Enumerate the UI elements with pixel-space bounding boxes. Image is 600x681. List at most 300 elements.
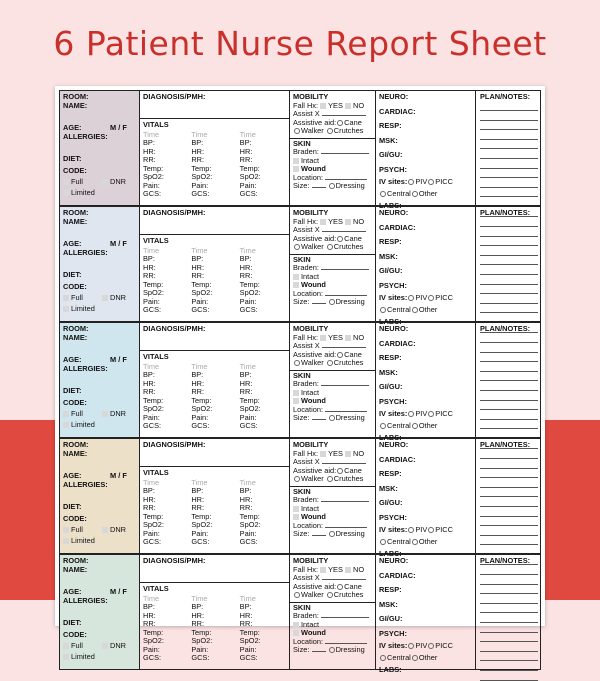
crutches-label: Crutches xyxy=(333,474,364,484)
pain-label: Pain: xyxy=(143,528,160,538)
diagnosis-label: DIAGNOSIS/PMH: xyxy=(143,556,206,565)
neuro-label: NEURO: xyxy=(379,440,409,449)
psych-label: PSYCH: xyxy=(379,164,407,174)
vitals-label: VITALS xyxy=(143,584,169,593)
dressing-radio[interactable] xyxy=(329,299,335,305)
plan-notes-label: PLAN/NOTES: xyxy=(480,556,531,565)
fall-no-checkbox[interactable] xyxy=(345,335,351,341)
walker-radio[interactable] xyxy=(294,476,300,482)
assistive-aid-label: Assistive aid: xyxy=(293,349,337,359)
yes-label: YES xyxy=(328,216,343,226)
rr-label: RR: xyxy=(143,271,156,281)
vitals-label: VITALS xyxy=(143,120,169,129)
gcs-label: GCS: xyxy=(143,421,162,431)
resp-label: RESP: xyxy=(379,469,402,479)
picc-label: PICC xyxy=(435,177,453,187)
walker-label: Walker xyxy=(301,242,324,252)
piv-radio[interactable] xyxy=(408,295,414,301)
central-radio[interactable] xyxy=(380,307,386,313)
cane-label: Cane xyxy=(344,117,362,127)
intact-checkbox[interactable] xyxy=(293,390,299,396)
neuro-label: NEURO: xyxy=(379,324,409,333)
mobility-skin-column xyxy=(290,91,376,205)
intact-label: Intact xyxy=(301,271,320,281)
cane-radio[interactable] xyxy=(337,468,343,474)
neuro-label: NEURO: xyxy=(379,556,409,565)
limited-label: Limited xyxy=(71,419,95,429)
walker-label: Walker xyxy=(301,474,324,484)
central-label: Central xyxy=(387,188,411,198)
sex-label: M / F xyxy=(110,239,127,249)
spo2-label: SpO2: xyxy=(191,636,213,646)
limited-label: Limited xyxy=(71,651,95,661)
vitals-label: VITALS xyxy=(143,236,169,245)
piv-radio[interactable] xyxy=(408,527,414,533)
other-radio[interactable] xyxy=(412,307,418,313)
fall-no-checkbox[interactable] xyxy=(345,103,351,109)
limited-checkbox[interactable] xyxy=(63,654,69,660)
limited-checkbox[interactable] xyxy=(63,306,69,312)
vitals-grid xyxy=(143,479,286,547)
diagnosis-field[interactable] xyxy=(140,91,289,119)
crutches-label: Crutches xyxy=(333,242,364,252)
code-label: CODE: xyxy=(63,513,87,523)
cane-label: Cane xyxy=(344,233,362,243)
gcs-label: GCS: xyxy=(239,305,258,315)
neuro-label: NEURO: xyxy=(379,92,409,101)
plan-notes-column xyxy=(476,207,542,321)
hr-label: HR: xyxy=(239,610,253,620)
intact-checkbox[interactable] xyxy=(293,506,299,512)
cane-radio[interactable] xyxy=(337,584,343,590)
skin-label: SKIN xyxy=(293,486,311,496)
rr-label: RR: xyxy=(191,503,205,513)
other-radio[interactable] xyxy=(412,191,418,197)
assistive-aid-label: Assistive aid: xyxy=(293,465,337,475)
wound-checkbox[interactable] xyxy=(293,282,299,288)
dnr-checkbox[interactable] xyxy=(102,295,108,301)
resp-label: RESP: xyxy=(379,585,402,595)
diagnosis-label: DIAGNOSIS/PMH: xyxy=(143,208,206,217)
mobility-skin-column xyxy=(290,323,376,437)
rr-label: RR: xyxy=(143,619,156,629)
gigu-label: GI/GU: xyxy=(379,614,403,624)
bp-label: BP: xyxy=(143,254,155,264)
no-label: NO xyxy=(352,216,365,226)
intact-label: Intact xyxy=(301,619,320,629)
sex-label: M / F xyxy=(110,587,127,597)
wound-checkbox[interactable] xyxy=(293,398,299,404)
walker-label: Walker xyxy=(301,590,324,600)
bp-label: BP: xyxy=(239,254,252,264)
limited-checkbox[interactable] xyxy=(63,190,69,196)
diagnosis-field[interactable] xyxy=(140,207,289,235)
crutches-radio[interactable] xyxy=(327,360,333,366)
piv-label: PIV xyxy=(415,293,428,303)
size-label: Size: xyxy=(293,297,310,307)
psych-label: PSYCH: xyxy=(379,280,407,290)
bp-label: BP: xyxy=(191,370,204,380)
picc-radio[interactable] xyxy=(428,295,434,301)
hr-label: HR: xyxy=(143,610,156,620)
hr-label: HR: xyxy=(239,262,253,272)
crutches-radio[interactable] xyxy=(327,244,333,250)
other-radio[interactable] xyxy=(412,539,418,545)
diagnosis-field[interactable] xyxy=(140,439,289,467)
picc-radio[interactable] xyxy=(428,179,434,185)
skin-label: SKIN xyxy=(293,138,311,148)
gcs-label: GCS: xyxy=(143,305,162,315)
spo2-label: SpO2: xyxy=(239,636,261,646)
limited-checkbox[interactable] xyxy=(63,538,69,544)
other-radio[interactable] xyxy=(412,423,418,429)
central-radio[interactable] xyxy=(380,423,386,429)
crutches-radio[interactable] xyxy=(327,592,333,598)
pain-label: Pain: xyxy=(239,528,257,538)
gcs-label: GCS: xyxy=(191,537,210,547)
gcs-label: GCS: xyxy=(191,305,210,315)
diagnosis-vitals-column xyxy=(140,439,290,553)
full-label: Full xyxy=(71,177,83,187)
plan-notes-label: PLAN/NOTES: xyxy=(480,440,531,449)
patient-row xyxy=(59,438,541,559)
walker-label: Walker xyxy=(301,126,324,136)
dressing-label: Dressing xyxy=(335,181,365,191)
other-label: Other xyxy=(418,652,438,662)
cardiac-label: CARDIAC: xyxy=(379,570,416,580)
pain-label: Pain: xyxy=(143,296,160,306)
bp-label: BP: xyxy=(239,138,252,148)
diagnosis-vitals-column xyxy=(140,91,290,205)
hr-label: HR: xyxy=(143,146,156,156)
pain-label: Pain: xyxy=(239,644,257,654)
fall-yes-checkbox[interactable] xyxy=(320,103,326,109)
temp-label: Temp: xyxy=(191,511,212,521)
name-label: NAME: xyxy=(63,564,88,574)
yes-label: YES xyxy=(328,448,343,458)
room-label: ROOM: xyxy=(63,324,89,333)
report-sheet xyxy=(55,86,545,675)
diet-label: DIET: xyxy=(63,386,82,396)
gigu-label: GI/GU: xyxy=(379,498,403,508)
spo2-label: SpO2: xyxy=(143,404,164,414)
sex-label: M / F xyxy=(110,123,127,133)
vitals-grid xyxy=(143,595,286,663)
patient-row xyxy=(59,554,541,675)
full-label: Full xyxy=(71,641,83,651)
diagnosis-field[interactable] xyxy=(140,323,289,351)
spo2-label: SpO2: xyxy=(143,288,164,298)
age-label: AGE: xyxy=(63,587,82,597)
dnr-label: DNR xyxy=(110,177,127,187)
age-label: AGE: xyxy=(63,239,82,249)
piv-radio[interactable] xyxy=(408,411,414,417)
location-label: Location: xyxy=(293,172,323,182)
pain-label: Pain: xyxy=(191,296,209,306)
plan-notes-label: PLAN/NOTES: xyxy=(480,208,531,217)
diagnosis-vitals-column xyxy=(140,323,290,437)
central-label: Central xyxy=(387,420,411,430)
iv-sites-label: IV sites: xyxy=(379,641,408,651)
psych-label: PSYCH: xyxy=(379,512,407,522)
temp-label: Temp: xyxy=(191,279,212,289)
location-label: Location: xyxy=(293,520,323,530)
labs-label: LABS: xyxy=(379,201,402,211)
rr-label: RR: xyxy=(191,387,205,397)
msk-label: MSK: xyxy=(379,135,398,145)
intact-label: Intact xyxy=(301,155,320,165)
crutches-radio[interactable] xyxy=(327,476,333,482)
wound-label: Wound xyxy=(301,164,326,174)
iv-sites-label: IV sites: xyxy=(379,293,408,303)
fall-yes-checkbox[interactable] xyxy=(320,451,326,457)
crutches-label: Crutches xyxy=(333,590,364,600)
wound-checkbox[interactable] xyxy=(293,514,299,520)
allergies-label: ALLERGIES: xyxy=(63,479,108,489)
fall-yes-checkbox[interactable] xyxy=(320,335,326,341)
picc-radio[interactable] xyxy=(428,643,434,649)
name-label: NAME: xyxy=(63,216,88,226)
bp-label: BP: xyxy=(239,370,252,380)
braden-label: Braden: xyxy=(293,379,319,389)
mobility-label: MOBILITY xyxy=(293,324,329,333)
rr-label: RR: xyxy=(239,155,253,165)
spo2-label: SpO2: xyxy=(143,636,164,646)
fall-no-checkbox[interactable] xyxy=(345,567,351,573)
fall-no-checkbox[interactable] xyxy=(345,451,351,457)
skin-label: SKIN xyxy=(293,254,311,264)
assist-x-label: Assist X xyxy=(293,341,320,351)
cane-radio[interactable] xyxy=(337,236,343,242)
temp-label: Temp: xyxy=(191,163,212,173)
patient-row xyxy=(59,322,541,443)
intact-checkbox[interactable] xyxy=(293,158,299,164)
walker-label: Walker xyxy=(301,358,324,368)
pain-label: Pain: xyxy=(191,412,209,422)
assist-x-label: Assist X xyxy=(293,225,320,235)
crutches-label: Crutches xyxy=(333,358,364,368)
other-label: Other xyxy=(418,536,438,546)
no-label: NO xyxy=(352,448,365,458)
dressing-label: Dressing xyxy=(335,529,365,539)
limited-label: Limited xyxy=(71,535,95,545)
full-checkbox[interactable] xyxy=(63,527,69,533)
cardiac-label: CARDIAC: xyxy=(379,222,416,232)
rr-label: RR: xyxy=(239,619,253,629)
time-label: Time xyxy=(191,361,208,371)
dnr-checkbox[interactable] xyxy=(102,179,108,185)
mobility-skin-column xyxy=(290,207,376,321)
cardiac-label: CARDIAC: xyxy=(379,454,416,464)
central-label: Central xyxy=(387,536,411,546)
code-label: CODE: xyxy=(63,281,87,291)
patient-row xyxy=(59,206,541,327)
systems-column xyxy=(376,91,476,211)
systems-column xyxy=(376,207,476,327)
location-label: Location: xyxy=(293,288,323,298)
cane-radio[interactable] xyxy=(337,352,343,358)
spo2-label: SpO2: xyxy=(191,172,213,182)
temp-label: Temp: xyxy=(239,163,260,173)
piv-label: PIV xyxy=(415,409,428,419)
central-radio[interactable] xyxy=(380,655,386,661)
bp-label: BP: xyxy=(191,602,204,612)
intact-label: Intact xyxy=(301,503,320,513)
full-checkbox[interactable] xyxy=(63,179,69,185)
temp-label: Temp: xyxy=(143,279,164,289)
labs-label: LABS: xyxy=(379,549,402,559)
walker-radio[interactable] xyxy=(294,128,300,134)
piv-radio[interactable] xyxy=(408,179,414,185)
time-label: Time xyxy=(239,245,256,255)
hr-label: HR: xyxy=(191,494,205,504)
fall-yes-checkbox[interactable] xyxy=(320,219,326,225)
walker-radio[interactable] xyxy=(294,592,300,598)
gigu-label: GI/GU: xyxy=(379,382,403,392)
vitals-grid xyxy=(143,363,286,431)
assist-x-label: Assist X xyxy=(293,573,320,583)
gcs-label: GCS: xyxy=(239,653,258,663)
fall-yes-checkbox[interactable] xyxy=(320,567,326,573)
gigu-label: GI/GU: xyxy=(379,150,403,160)
wound-checkbox[interactable] xyxy=(293,630,299,636)
labs-label: LABS: xyxy=(379,665,402,675)
central-radio[interactable] xyxy=(380,539,386,545)
iv-sites-label: IV sites: xyxy=(379,409,408,419)
name-label: NAME: xyxy=(63,100,88,110)
other-radio[interactable] xyxy=(412,655,418,661)
limited-checkbox[interactable] xyxy=(63,422,69,428)
pain-label: Pain: xyxy=(191,528,209,538)
time-label: Time xyxy=(143,361,160,371)
central-label: Central xyxy=(387,304,411,314)
wound-label: Wound xyxy=(301,280,326,290)
allergies-label: ALLERGIES: xyxy=(63,363,108,373)
patient-id-column xyxy=(60,439,140,553)
gcs-label: GCS: xyxy=(143,653,162,663)
dnr-checkbox[interactable] xyxy=(102,411,108,417)
size-label: Size: xyxy=(293,181,310,191)
cane-label: Cane xyxy=(344,465,362,475)
temp-label: Temp: xyxy=(191,395,212,405)
limited-label: Limited xyxy=(71,187,95,197)
systems-column xyxy=(376,555,476,675)
intact-checkbox[interactable] xyxy=(293,622,299,628)
diagnosis-field[interactable] xyxy=(140,555,289,583)
msk-label: MSK: xyxy=(379,251,398,261)
spo2-label: SpO2: xyxy=(143,172,164,182)
mobility-label: MOBILITY xyxy=(293,208,329,217)
picc-radio[interactable] xyxy=(428,411,434,417)
temp-label: Temp: xyxy=(239,395,260,405)
resp-label: RESP: xyxy=(379,237,402,247)
bp-label: BP: xyxy=(191,254,204,264)
psych-label: PSYCH: xyxy=(379,628,407,638)
time-label: Time xyxy=(239,361,256,371)
dressing-radio[interactable] xyxy=(329,415,335,421)
sex-label: M / F xyxy=(110,471,127,481)
piv-radio[interactable] xyxy=(408,643,414,649)
fall-hx-label: Fall Hx: xyxy=(293,216,319,226)
piv-label: PIV xyxy=(415,525,428,535)
dnr-checkbox[interactable] xyxy=(102,527,108,533)
wound-label: Wound xyxy=(301,628,326,638)
time-label: Time xyxy=(191,245,208,255)
hr-label: HR: xyxy=(239,146,253,156)
age-label: AGE: xyxy=(63,355,82,365)
code-label: CODE: xyxy=(63,629,87,639)
limited-label: Limited xyxy=(71,303,95,313)
vitals-grid xyxy=(143,131,286,199)
temp-label: Temp: xyxy=(143,163,164,173)
location-label: Location: xyxy=(293,636,323,646)
cane-label: Cane xyxy=(344,581,362,591)
central-label: Central xyxy=(387,652,411,662)
braden-label: Braden: xyxy=(293,263,319,273)
code-label: CODE: xyxy=(63,397,87,407)
cane-radio[interactable] xyxy=(337,120,343,126)
picc-radio[interactable] xyxy=(428,527,434,533)
intact-checkbox[interactable] xyxy=(293,274,299,280)
full-checkbox[interactable] xyxy=(63,295,69,301)
full-label: Full xyxy=(71,409,83,419)
crutches-radio[interactable] xyxy=(327,128,333,134)
resp-label: RESP: xyxy=(379,121,402,131)
dressing-radio[interactable] xyxy=(329,531,335,537)
dnr-label: DNR xyxy=(110,641,127,651)
mobility-skin-column xyxy=(290,555,376,669)
vitals-label: VITALS xyxy=(143,352,169,361)
cane-label: Cane xyxy=(344,349,362,359)
hr-label: HR: xyxy=(143,378,156,388)
skin-label: SKIN xyxy=(293,370,311,380)
fall-no-checkbox[interactable] xyxy=(345,219,351,225)
time-label: Time xyxy=(143,593,160,603)
skin-label: SKIN xyxy=(293,602,311,612)
assist-x-label: Assist X xyxy=(293,457,320,467)
plan-notes-label: PLAN/NOTES: xyxy=(480,92,531,101)
dnr-checkbox[interactable] xyxy=(102,643,108,649)
assistive-aid-label: Assistive aid: xyxy=(293,117,337,127)
dnr-label: DNR xyxy=(110,293,127,303)
spo2-label: SpO2: xyxy=(239,288,261,298)
time-label: Time xyxy=(191,593,208,603)
pain-label: Pain: xyxy=(143,412,160,422)
mobility-label: MOBILITY xyxy=(293,440,329,449)
wound-checkbox[interactable] xyxy=(293,166,299,172)
fall-hx-label: Fall Hx: xyxy=(293,564,319,574)
temp-label: Temp: xyxy=(143,511,164,521)
central-radio[interactable] xyxy=(380,191,386,197)
walker-radio[interactable] xyxy=(294,360,300,366)
rr-label: RR: xyxy=(143,503,156,513)
wound-label: Wound xyxy=(301,396,326,406)
full-checkbox[interactable] xyxy=(63,643,69,649)
bp-label: BP: xyxy=(239,486,252,496)
bp-label: BP: xyxy=(191,138,204,148)
patient-id-column xyxy=(60,555,140,669)
pain-label: Pain: xyxy=(191,644,209,654)
spo2-label: SpO2: xyxy=(239,520,261,530)
dressing-radio[interactable] xyxy=(329,647,335,653)
dressing-radio[interactable] xyxy=(329,183,335,189)
walker-radio[interactable] xyxy=(294,244,300,250)
spo2-label: SpO2: xyxy=(239,172,261,182)
full-checkbox[interactable] xyxy=(63,411,69,417)
wound-label: Wound xyxy=(301,512,326,522)
age-label: AGE: xyxy=(63,123,82,133)
gcs-label: GCS: xyxy=(191,421,210,431)
